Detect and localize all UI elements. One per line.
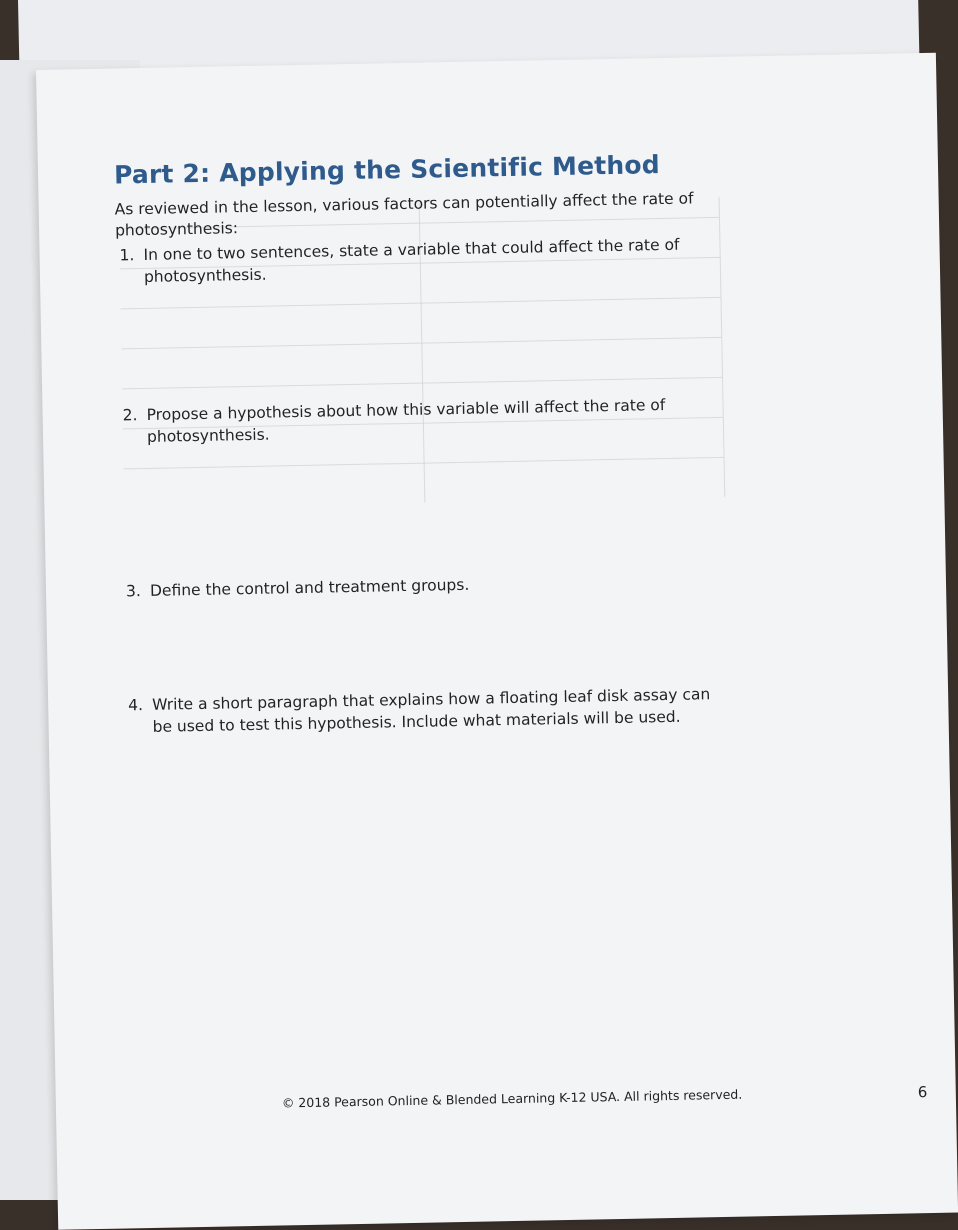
question-text: Define the control and treatment groups.	[149, 575, 470, 600]
part-title: Part 2: Applying the Scientific Method	[113, 150, 661, 190]
question-4	[128, 683, 713, 738]
question-text: Propose a hypothesis about how this variable will affect the rate of photosynthesis.	[146, 395, 666, 446]
question-3	[125, 569, 710, 602]
intro-text: As reviewed in the lesson, various factors can potentially affect the rate of photosynthesis:	[114, 189, 694, 240]
question-number: 4.	[128, 696, 144, 715]
question-text: Write a short paragraph that explains how a floating leaf disk assay can be used to test this hypothesis. Include what materials will be used.	[152, 685, 711, 736]
question-number: 2.	[122, 406, 138, 425]
question-number: 3.	[125, 582, 141, 601]
question-text: In one to two sentences, state a variable that could affect the rate of photosynthesis.	[143, 235, 680, 286]
question-number: 1.	[119, 246, 135, 265]
worksheet-page	[36, 53, 958, 1230]
page-number: 6	[917, 1083, 928, 1102]
copyright-footer: © 2018 Pearson Online & Blended Learning K-12 USA. All rights reserved.	[281, 1086, 743, 1111]
worksheet-content	[113, 147, 815, 736]
